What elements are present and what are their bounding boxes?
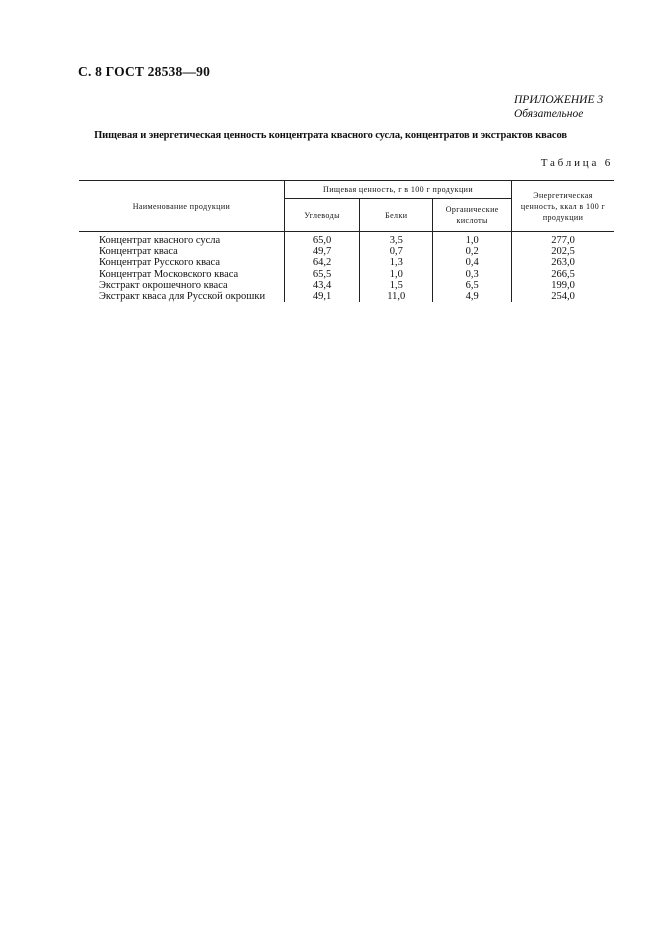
column-header-energy: Энергетическая ценность, ккал в 100 г продукции	[512, 181, 614, 232]
document-title: Пищевая и энергетическая ценность концентрата квасного сусла, концентратов и экстрактов квасов	[94, 130, 567, 141]
cell-product-name: Концентрат Русского кваса	[79, 257, 284, 268]
cell-acids: 4,9	[433, 291, 512, 302]
table-row	[79, 269, 614, 280]
table-row	[79, 257, 614, 268]
cell-proteins: 3,5	[360, 232, 433, 247]
appendix-block	[514, 93, 608, 121]
column-header-nutrition-group: Пищевая ценность, г в 100 г продукции	[284, 181, 511, 199]
cell-product-name: Экстракт кваса для Русской окрошки	[79, 291, 284, 302]
cell-product-name: Концентрат кваса	[79, 246, 284, 257]
column-header-carbs: Углеводы	[284, 199, 359, 232]
cell-product-name: Концентрат квасного сусла	[79, 232, 284, 247]
cell-energy: 266,5	[551, 268, 575, 280]
cell-product-name: Концентрат Московского кваса	[79, 269, 284, 280]
cell-carbs: 49,7	[284, 246, 359, 257]
column-header-name: Наименование продукции	[79, 181, 284, 232]
cell-acids: 0,3	[433, 269, 512, 280]
cell-energy: 199,0	[551, 279, 575, 291]
nutrition-table	[79, 180, 614, 302]
cell-energy: 254,0	[551, 291, 575, 303]
cell-proteins: 1,5	[360, 280, 433, 291]
table-row	[79, 246, 614, 257]
cell-product-name: Экстракт окрошечного кваса	[79, 280, 284, 291]
cell-energy: 277,0	[551, 235, 575, 246]
cell-proteins: 1,0	[360, 269, 433, 280]
cell-carbs: 65,0	[284, 232, 359, 247]
cell-carbs: 65,5	[284, 269, 359, 280]
column-header-acids: Органические кислоты	[433, 199, 512, 232]
page-header: С. 8 ГОСТ 28538—90	[78, 64, 211, 79]
appendix-status: Обязательное	[514, 108, 584, 120]
cell-carbs: 64,2	[284, 257, 359, 268]
cell-acids: 6,5	[433, 280, 512, 291]
appendix-title: ПРИЛОЖЕНИЕ 3	[514, 94, 604, 106]
cell-proteins: 0,7	[360, 246, 433, 257]
cell-energy: 202,5	[551, 246, 575, 258]
cell-acids: 1,0	[433, 232, 512, 247]
cell-acids: 0,2	[433, 246, 512, 257]
cell-proteins: 11,0	[360, 291, 433, 302]
cell-proteins: 1,3	[360, 257, 433, 268]
cell-acids: 0,4	[433, 257, 512, 268]
column-header-proteins: Белки	[360, 199, 433, 232]
table-row	[79, 291, 614, 302]
cell-energy: 263,0	[551, 257, 575, 269]
cell-carbs: 43,4	[284, 280, 359, 291]
cell-carbs: 49,1	[284, 291, 359, 302]
table-row	[79, 232, 614, 247]
table-label: Таблица 6	[540, 157, 613, 169]
table-row	[79, 280, 614, 291]
